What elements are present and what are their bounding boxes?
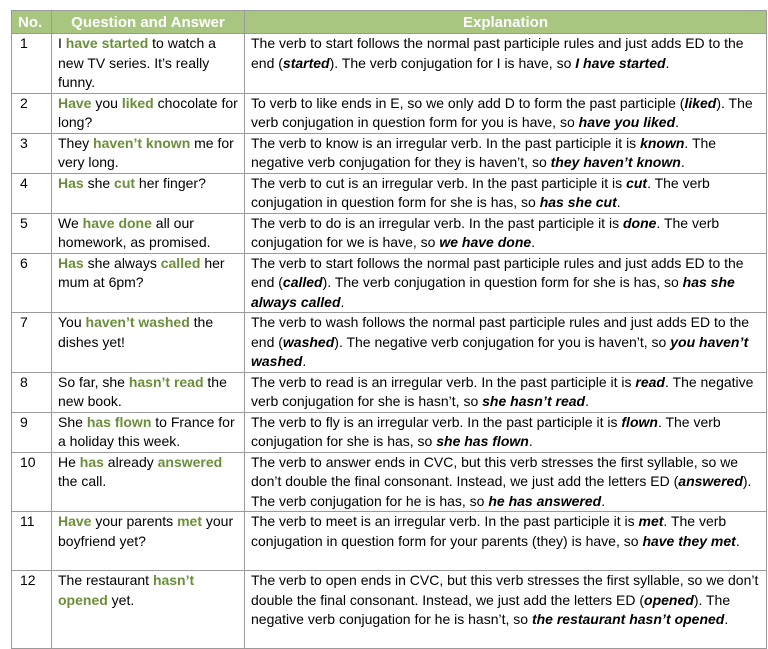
emphasized-text: she hasn’t read [482,393,586,409]
row-number: 10 [12,452,52,512]
emphasized-text: the restaurant hasn’t opened [531,611,725,627]
row-number: 4 [12,173,52,213]
text-segment: . [665,54,670,71]
text-segment: You [58,314,86,330]
text-segment: yet. [107,591,135,608]
emphasized-text: I have started [575,54,666,71]
emphasized-text: he has answered [488,492,602,509]
text-segment: to France for a holiday this week. [58,413,235,449]
explanation-cell [245,34,767,94]
text-segment: I [58,35,66,51]
highlighted-verb: have started [65,35,149,51]
grammar-table [11,10,767,649]
emphasized-text: you haven’t washed [251,333,749,369]
emphasized-text: called [282,274,323,290]
text-segment: . [616,194,621,210]
text-segment: The verb to cut is an irregular verb. In the past participle it is [251,174,627,191]
text-segment: . [585,393,589,409]
text-segment: . [528,433,533,449]
highlighted-verb: have done [82,214,152,231]
table-row [12,133,767,173]
emphasized-text: flown [621,413,658,430]
row-number: 3 [12,133,52,173]
text-segment: The verb to answer ends in CVC, but this verb stresses the first syllable, so we don’t double the final consonant. Instead, we just add the letters ED ( [251,453,739,489]
table-row [12,452,767,512]
highlighted-verb: has flown [86,413,152,430]
text-segment: the call. [58,473,107,489]
explanation-cell [245,173,767,213]
text-segment: all our homework, as promised. [58,214,211,250]
text-segment: . The verb conjugation for we is have, so [251,214,720,250]
explanation-cell [245,313,767,373]
highlighted-verb: Has [58,254,84,271]
text-segment: ). The negative verb conjugation for he is hasn’t, so [251,591,731,627]
text-segment: The verb to wash follows the normal past participle rules and just adds ED to the end ( [251,314,750,350]
question-answer-cell [52,173,245,213]
explanation-cell [245,372,767,412]
question-answer-cell [52,253,245,313]
question-answer-cell [52,34,245,94]
text-segment: ). The verb conjugation in question form for she is has, so [322,274,683,290]
table-row [12,313,767,373]
text-segment: . [340,293,345,310]
text-segment: her finger? [135,174,206,191]
text-segment: your boyfriend yet? [58,513,234,549]
explanation-cell [245,452,767,512]
emphasized-text: have you liked [578,114,676,130]
row-number: 2 [12,93,52,133]
table-row [12,512,767,571]
emphasized-text: have they met [642,532,736,549]
text-segment: . The negative verb conjugation for they is haven’t, so [251,134,717,170]
explanation-cell [245,213,767,253]
emphasized-text: she has flown [436,433,529,449]
text-segment: He [58,453,80,470]
text-segment: So far, she [58,373,129,390]
emphasized-text: has she cut [539,194,617,210]
explanation-cell [245,253,767,313]
highlighted-verb: hasn’t read [128,373,204,390]
text-segment: The verb to read is an irregular verb. In the past participle it is [251,373,636,390]
table-row [12,571,767,649]
text-segment: the new book. [58,373,227,409]
emphasized-text: met [638,513,664,529]
table-row [12,173,767,213]
text-segment: . [724,611,729,627]
text-segment: she always [83,254,161,271]
explanation-cell [245,133,767,173]
table-row [12,253,767,313]
text-segment: ). The negative verb conjugation for you is haven’t, so [334,333,671,350]
highlighted-verb: Have [58,513,92,529]
text-segment: you [91,94,122,111]
question-answer-cell [52,213,245,253]
text-segment: The verb to meet is an irregular verb. In the past participle it is [251,513,639,529]
question-answer-cell [52,571,245,649]
explanation-cell [245,412,767,452]
emphasized-text: liked [684,94,717,111]
text-segment: ). The verb conjugation for I is have, so [329,54,576,71]
emphasized-text: they haven’t known [550,154,681,170]
text-segment: . [675,114,680,130]
emphasized-text: read [635,373,665,390]
text-segment: . The verb conjugation for she is has, so [251,413,721,449]
emphasized-text: started [282,54,330,71]
text-segment: We [58,214,83,231]
header-question-answer: Question and Answer [52,11,245,34]
highlighted-verb: haven’t known [93,134,191,151]
emphasized-text: has she always called [251,274,735,310]
question-answer-cell [52,412,245,452]
row-number: 12 [12,571,52,649]
highlighted-verb: haven’t washed [85,314,190,330]
text-segment: The verb to do is an irregular verb. In the past participle it is [251,214,623,231]
emphasized-text: cut [626,174,648,191]
emphasized-text: answered [678,473,743,489]
explanation-cell [245,93,767,133]
text-segment: ). The verb conjugation in question form for you is have, so [251,94,753,130]
emphasized-text: opened [644,591,694,608]
emphasized-text: washed [282,333,335,350]
question-answer-cell [52,313,245,373]
text-segment: . [601,492,606,509]
text-segment: The verb to know is an irregular verb. In the past participle it is [251,134,641,151]
text-segment: The restaurant [58,572,153,588]
text-segment: . The verb conjugation in question form for she is has, so [251,174,710,210]
text-segment: . The negative verb conjugation for she is hasn’t, so [251,373,754,409]
text-segment: The verb to start follows the normal past participle rules and just adds ED to the end ( [251,254,744,290]
table-row [12,412,767,452]
row-number: 7 [12,313,52,373]
text-segment: . [735,532,740,549]
text-segment: She [58,413,87,430]
emphasized-text: done [622,214,657,231]
text-segment: ). The verb conjugation for he is has, so [251,473,752,509]
question-answer-cell [52,133,245,173]
row-number: 11 [12,512,52,571]
text-segment: They [58,134,94,151]
explanation-cell [245,571,767,649]
text-segment: me for very long. [58,134,234,170]
highlighted-verb: has [79,453,104,470]
table-row [12,372,767,412]
table-row [12,213,767,253]
question-answer-cell [52,512,245,571]
explanation-cell [245,512,767,571]
text-segment: the dishes yet! [58,314,214,350]
text-segment: her mum at 6pm? [58,254,225,290]
highlighted-verb: liked [121,94,154,111]
highlighted-verb: Have [58,94,92,111]
highlighted-verb: hasn’t opened [58,572,195,608]
question-answer-cell [52,93,245,133]
row-number: 8 [12,372,52,412]
row-number: 9 [12,412,52,452]
row-number: 6 [12,253,52,313]
emphasized-text: known [640,134,685,151]
text-segment: she [83,174,115,191]
text-segment: . The verb conjugation in question form for your parents (they) is have, so [251,513,727,549]
question-answer-cell [52,452,245,512]
header-row [12,11,767,34]
header-no: No. [12,11,52,34]
text-segment: chocolate for long? [58,94,238,130]
row-number: 1 [12,34,52,94]
question-answer-cell [52,372,245,412]
text-segment: . [680,154,685,170]
row-number: 5 [12,213,52,253]
text-segment: The verb to start follows the normal past participle rules and just adds ED to the end ( [251,35,744,71]
text-segment: The verb to fly is an irregular verb. In the past participle it is [251,413,622,430]
table-row [12,34,767,94]
text-segment: your parents [91,513,178,529]
highlighted-verb: cut [114,174,136,191]
highlighted-verb: called [160,254,201,271]
emphasized-text: we have done [439,234,532,250]
highlighted-verb: answered [157,453,223,470]
table-row [12,93,767,133]
highlighted-verb: Has [58,174,84,191]
text-segment: To verb to like ends in E, so we only add D to form the past participle ( [251,94,685,111]
text-segment: . [302,353,307,369]
text-segment: The verb to open ends in CVC, but this verb stresses the first syllable, so we don’t double the final consonant. Instead, we just add the letters ED ( [251,572,759,608]
table-body [12,34,767,649]
text-segment: already [103,453,158,470]
text-segment: . [531,234,536,250]
highlighted-verb: met [177,513,202,529]
text-segment: to watch a new TV series. It’s really funny. [58,35,216,90]
header-explanation: Explanation [245,11,767,34]
